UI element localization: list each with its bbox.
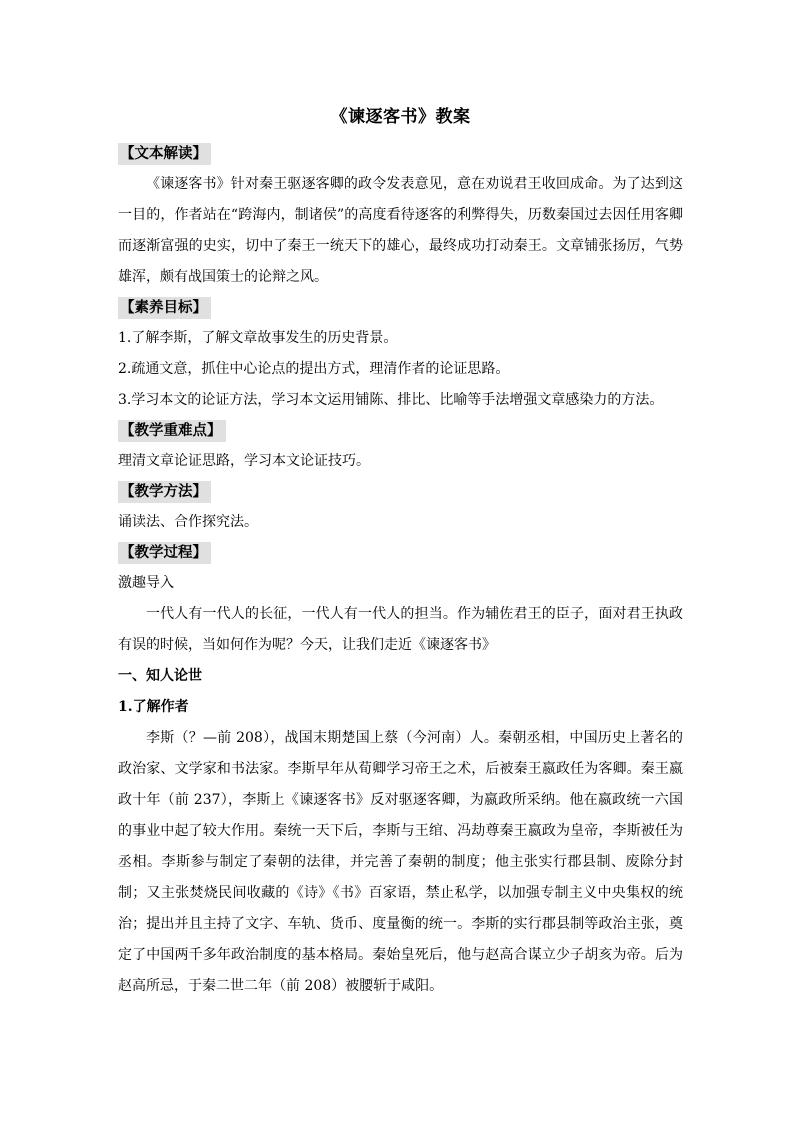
intro-label: 激趣导入 xyxy=(118,575,174,591)
section-heading-process: 【教学过程】 xyxy=(118,542,211,564)
section-heading-goals: 【素养目标】 xyxy=(118,297,211,319)
section-reading-heading-row xyxy=(118,139,683,169)
section-heading-keypoints: 【教学重难点】 xyxy=(118,420,226,442)
sub1-heading: 1.了解作者 xyxy=(118,699,189,715)
author-paragraph: 李斯（？—前 208），战国末期楚国上蔡（今河南）人。秦朝丞相，中国历史上著名的政治家、文学家和书法家。李斯早年从荀卿学习帝王之术，后被秦王嬴政任为客卿。秦王嬴政十年（前 237），李斯上《谏逐客书》反对驱逐客卿，为嬴政所采纳。他在嬴政统一六国的事业中起了较大作用。秦统一天下后，李斯与王绾、冯劫尊秦王嬴政为皇帝，李斯被任为丞相。李斯参与制定了秦朝的法律，并完善了秦朝的制度；他主张实行郡县制、废除分封制；又主张焚烧民间收藏的《诗》《书》百家语，禁止私学，以加强专制主义中央集权的统治；提出并且主持了文字、车轨、货币、度量衡的统一。李斯的实行郡县制等政治主张，奠定了中国两千多年政治制度的基本格局。秦始皇死后，他与赵高合谋立少子胡亥为帝。后为赵高所忌，于秦二世二年（前 208）被腰斩于咸阳。 xyxy=(118,730,683,994)
reading-paragraph: 《谏逐客书》针对秦王驱逐客卿的政令发表意见，意在劝说君王收回成命。为了达到这一目的，作者站在“跨海内，制诸侯”的高度看待逐客的利弊得失，历数秦国过去因任用客卿而逐渐富强的史实，切中了秦王一统天下的雄心，最终成功打动秦王。文章铺张扬厉，气势雄浑，颇有战国策士的论辩之风。 xyxy=(118,176,683,285)
document-title: 《谏逐客书》教案 xyxy=(330,107,471,127)
goal-item-1: 1.了解李斯，了解文章故事发生的历史背景。 xyxy=(118,330,398,346)
section-heading-reading: 【文本解读】 xyxy=(118,143,211,165)
section-process-heading-row xyxy=(118,538,683,568)
section-goals-heading-row xyxy=(118,293,683,323)
section-methods-heading-row xyxy=(118,477,683,507)
part1-heading: 一、知人论世 xyxy=(118,668,202,684)
section-keypoints-heading-row xyxy=(118,416,683,446)
document-page xyxy=(118,100,683,1002)
keypoints-text: 理清文章论证思路，学习本文论证技巧。 xyxy=(118,453,370,469)
goal-item-2: 2.疏通文意，抓住中心论点的提出方式，理清作者的论证思路。 xyxy=(118,361,510,377)
methods-text: 诵读法、合作探究法。 xyxy=(118,514,258,530)
section-heading-methods: 【教学方法】 xyxy=(118,481,211,503)
goal-item-3: 3.学习本文的论证方法，学习本文运用铺陈、排比、比喻等手法增强文章感染力的方法。 xyxy=(118,392,664,408)
intro-paragraph: 一代人有一代人的长征，一代人有一代人的担当。作为辅佐君王的臣子，面对君王执政有误的时候，当如何作为呢？今天，让我们走近《谏逐客书》 xyxy=(118,606,683,653)
